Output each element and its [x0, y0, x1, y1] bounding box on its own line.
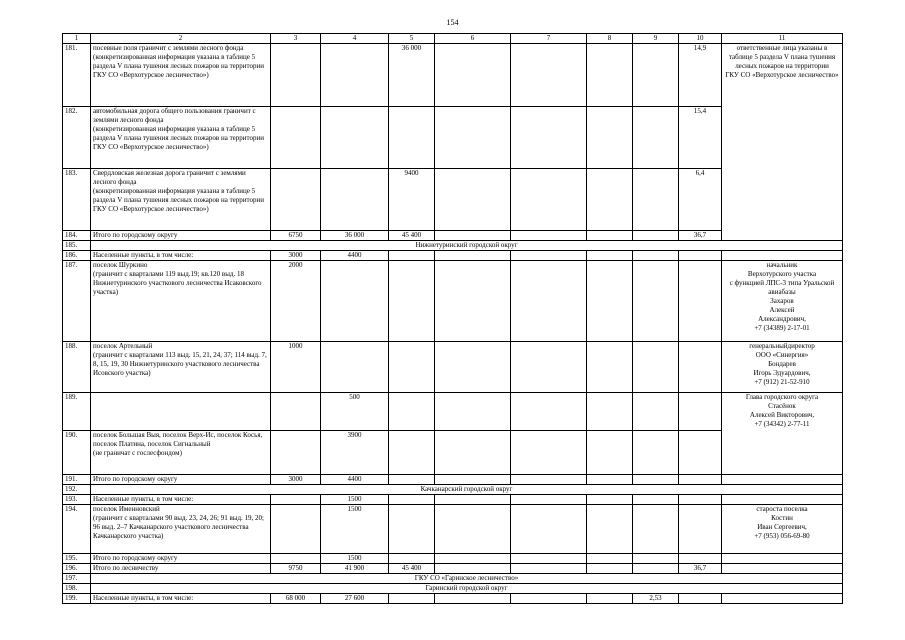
- value-cell: [679, 475, 722, 485]
- value-cell: [633, 554, 679, 564]
- value-cell: [389, 495, 435, 505]
- value-cell: [389, 554, 435, 564]
- value-cell: [271, 505, 321, 554]
- section-row: [63, 485, 843, 495]
- value-cell: 36,7: [679, 564, 722, 574]
- value-cell: [271, 431, 321, 475]
- table-row: [63, 393, 843, 431]
- value-cell: [271, 44, 321, 107]
- value-cell: [511, 495, 587, 505]
- value-cell: [511, 107, 587, 169]
- object-name: поселок Именновский (граничит с кварталами 90 выд. 23, 24, 26; 91 выд. 19, 20; 96 выд. 2–7 Качканарского участкового лесничества Качканарского участка): [91, 505, 271, 554]
- value-cell: 1000: [271, 342, 321, 393]
- value-cell: [435, 107, 511, 169]
- value-cell: 1500: [321, 505, 389, 554]
- row-number: 182.: [63, 107, 91, 169]
- value-cell: [511, 261, 587, 342]
- value-cell: 6750: [271, 231, 321, 241]
- value-cell: [389, 475, 435, 485]
- section-row: [63, 574, 843, 584]
- value-cell: [679, 261, 722, 342]
- value-cell: [511, 44, 587, 107]
- value-cell: [389, 342, 435, 393]
- value-cell: [633, 564, 679, 574]
- value-cell: 68 000: [271, 594, 321, 604]
- value-cell: [511, 431, 587, 475]
- value-cell: 41 900: [321, 564, 389, 574]
- value-cell: 4400: [321, 251, 389, 261]
- value-cell: [321, 107, 389, 169]
- object-name: Населенные пункты, в том числе:: [91, 495, 271, 505]
- column-number: 2: [91, 34, 271, 44]
- row-number: 185.: [63, 241, 91, 251]
- section-title: ГКУ СО «Гаринское лесничество»: [91, 574, 843, 584]
- value-cell: [511, 231, 587, 241]
- responsible-person: староста поселка Костин Иван Сергеевич, +7 (953) 056-69-80: [722, 505, 843, 554]
- section-row: [63, 241, 843, 251]
- table-row: [63, 495, 843, 505]
- responsible-person: [722, 554, 843, 564]
- object-name: Населенные пункты, в том числе:: [91, 251, 271, 261]
- column-number: 1: [63, 34, 91, 44]
- page-number: 154: [446, 18, 459, 27]
- object-name: автомобильная дорога общего пользования граничит с землями лесного фонда (конкретизированная информация указана в таблице 5 раздела V плана тушения лесных пожаров на территории ГКУ СО «Верхотурское лесничество»): [91, 107, 271, 169]
- value-cell: [435, 44, 511, 107]
- object-name: поселок Артельный (граничит с кварталами 113 выд. 15, 21, 24, 37; 114 выд. 7, 8, 15, 19, 30 Нижнетуринского участкового лесничества Исовского участка): [91, 342, 271, 393]
- value-cell: [321, 44, 389, 107]
- value-cell: [435, 505, 511, 554]
- value-cell: [633, 231, 679, 241]
- value-cell: [389, 594, 435, 604]
- value-cell: [633, 475, 679, 485]
- value-cell: 9400: [389, 169, 435, 231]
- row-number: 197.: [63, 574, 91, 584]
- responsible-person: [722, 495, 843, 505]
- responsible-person: [722, 594, 843, 604]
- value-cell: [435, 554, 511, 564]
- value-cell: [435, 231, 511, 241]
- row-number: 192.: [63, 485, 91, 495]
- value-cell: [633, 431, 679, 475]
- row-number: 189.: [63, 393, 91, 431]
- value-cell: 4400: [321, 475, 389, 485]
- row-number: 194.: [63, 505, 91, 554]
- value-cell: 3900: [321, 431, 389, 475]
- value-cell: [587, 495, 633, 505]
- row-number: 191.: [63, 475, 91, 485]
- value-cell: [587, 261, 633, 342]
- value-cell: [435, 495, 511, 505]
- value-cell: 3000: [271, 475, 321, 485]
- value-cell: [435, 251, 511, 261]
- object-name: Итого по лесничеству: [91, 564, 271, 574]
- value-cell: [271, 554, 321, 564]
- responsible-person: Глава городского округа Стасёнок Алексей Викторович, +7 (34342) 2-77-11: [722, 393, 843, 475]
- value-cell: [587, 107, 633, 169]
- section-title: Нижнетуринский городской округ: [91, 241, 843, 251]
- table-row: [63, 475, 843, 485]
- value-cell: [511, 505, 587, 554]
- value-cell: [321, 261, 389, 342]
- table-row: [63, 261, 843, 342]
- row-number: 190.: [63, 431, 91, 475]
- value-cell: [587, 554, 633, 564]
- section-title: Гаринский городской округ: [91, 584, 843, 594]
- value-cell: [587, 594, 633, 604]
- value-cell: [633, 169, 679, 231]
- value-cell: [389, 431, 435, 475]
- value-cell: [435, 431, 511, 475]
- value-cell: [679, 431, 722, 475]
- value-cell: 45 400: [389, 231, 435, 241]
- value-cell: [633, 251, 679, 261]
- value-cell: [321, 342, 389, 393]
- row-number: 198.: [63, 584, 91, 594]
- value-cell: [435, 564, 511, 574]
- responsible-person: ответственные лица указаны в таблице 5 раздела V плана тушения лесных пожаров на территории ГКУ СО «Верхотурское лесничество»: [722, 44, 843, 241]
- value-cell: [587, 251, 633, 261]
- value-cell: 9750: [271, 564, 321, 574]
- value-cell: [633, 107, 679, 169]
- row-number: 184.: [63, 231, 91, 241]
- column-number: 5: [389, 34, 435, 44]
- value-cell: [435, 475, 511, 485]
- value-cell: 3000: [271, 251, 321, 261]
- row-number: 193.: [63, 495, 91, 505]
- value-cell: [633, 505, 679, 554]
- value-cell: [389, 261, 435, 342]
- value-cell: 27 600: [321, 594, 389, 604]
- value-cell: [587, 169, 633, 231]
- value-cell: [587, 475, 633, 485]
- value-cell: [587, 505, 633, 554]
- value-cell: [679, 251, 722, 261]
- value-cell: 6,4: [679, 169, 722, 231]
- object-name: поселок Большая Выя, поселок Верх-Ис, поселок Косья, поселок Платина, поселок Сигнальный (не граничат с гослесфондом): [91, 431, 271, 475]
- value-cell: [271, 169, 321, 231]
- responsible-person: [722, 564, 843, 574]
- row-number: 196.: [63, 564, 91, 574]
- value-cell: 36 000: [389, 44, 435, 107]
- object-name: поселок Шуркино (граничит с кварталами 119 выд.19; кв.120 выд. 18 Нижнетуринского участкового лесничества Исаковского участка): [91, 261, 271, 342]
- responsible-person: начальник Верхотурского участка с функцией ЛПС-3 типа Уральской авиабазы Захаров Алексей Александрович, +7 (34389) 2-17-01: [722, 261, 843, 342]
- table-body: [63, 34, 843, 604]
- value-cell: [633, 495, 679, 505]
- value-cell: 2000: [271, 261, 321, 342]
- value-cell: [633, 261, 679, 342]
- row-number: 188.: [63, 342, 91, 393]
- column-number: 10: [679, 34, 722, 44]
- column-number: 6: [435, 34, 511, 44]
- value-cell: [587, 431, 633, 475]
- row-number: 195.: [63, 554, 91, 564]
- column-number: 9: [633, 34, 679, 44]
- row-number: 199.: [63, 594, 91, 604]
- value-cell: [511, 342, 587, 393]
- value-cell: 1500: [321, 495, 389, 505]
- responsible-person: генеральныйдиректор ООО «Синергия» Бондарев Игорь Эдуардович, +7 (912) 21-52-910: [722, 342, 843, 393]
- value-cell: [587, 44, 633, 107]
- table-row: [63, 44, 843, 107]
- section-row: [63, 584, 843, 594]
- value-cell: 14,9: [679, 44, 722, 107]
- value-cell: [435, 261, 511, 342]
- value-cell: [679, 594, 722, 604]
- value-cell: [389, 107, 435, 169]
- value-cell: 36,7: [679, 231, 722, 241]
- row-number: 181.: [63, 44, 91, 107]
- value-cell: [511, 564, 587, 574]
- column-number: 3: [271, 34, 321, 44]
- section-title: Качканарский городской округ: [91, 485, 843, 495]
- value-cell: 500: [321, 393, 389, 431]
- value-cell: 45 400: [389, 564, 435, 574]
- value-cell: [633, 44, 679, 107]
- value-cell: [511, 475, 587, 485]
- value-cell: [587, 564, 633, 574]
- row-number: 187.: [63, 261, 91, 342]
- value-cell: [679, 554, 722, 564]
- value-cell: [633, 393, 679, 431]
- row-number: 186.: [63, 251, 91, 261]
- value-cell: [271, 107, 321, 169]
- table-row: [63, 564, 843, 574]
- value-cell: [511, 393, 587, 431]
- value-cell: [271, 393, 321, 431]
- object-name: Итого по городскому округу: [91, 475, 271, 485]
- object-name: Свердловская железная дорога граничит с землями лесного фонда (конкретизированная информация указана в таблице 5 раздела V плана тушения лесных пожаров на территории ГКУ СО «Верхотурское лесничество»): [91, 169, 271, 231]
- value-cell: [587, 231, 633, 241]
- value-cell: 1500: [321, 554, 389, 564]
- value-cell: [511, 554, 587, 564]
- value-cell: [679, 393, 722, 431]
- value-cell: [321, 169, 389, 231]
- value-cell: [435, 342, 511, 393]
- value-cell: [435, 393, 511, 431]
- value-cell: 2,53: [633, 594, 679, 604]
- column-number-row: [63, 34, 843, 44]
- table-row: [63, 505, 843, 554]
- value-cell: [271, 495, 321, 505]
- value-cell: [511, 594, 587, 604]
- value-cell: [435, 594, 511, 604]
- value-cell: [435, 169, 511, 231]
- column-number: 11: [722, 34, 843, 44]
- responsible-person: [722, 251, 843, 261]
- fire-plan-table: [62, 33, 843, 604]
- value-cell: [511, 251, 587, 261]
- column-number: 8: [587, 34, 633, 44]
- object-name: Итого по городскому округу: [91, 231, 271, 241]
- object-name: посевные поля граничит с землями лесного фонда (конкретизированная информация указана в таблице 5 раздела V плана тушения лесных пожаров на территории ГКУ СО «Верхотурское лесничество»): [91, 44, 271, 107]
- value-cell: [389, 393, 435, 431]
- value-cell: [389, 251, 435, 261]
- column-number: 4: [321, 34, 389, 44]
- table-row: [63, 594, 843, 604]
- table-row: [63, 342, 843, 393]
- object-name: Итого по городскому округу: [91, 554, 271, 564]
- value-cell: [679, 505, 722, 554]
- value-cell: 15,4: [679, 107, 722, 169]
- object-name: [91, 393, 271, 431]
- table-row: [63, 554, 843, 564]
- value-cell: 36 000: [321, 231, 389, 241]
- value-cell: [389, 505, 435, 554]
- value-cell: [679, 495, 722, 505]
- value-cell: [587, 342, 633, 393]
- row-number: 183.: [63, 169, 91, 231]
- object-name: Населенные пункты, в том числе:: [91, 594, 271, 604]
- responsible-person: [722, 475, 843, 485]
- value-cell: [679, 342, 722, 393]
- column-number: 7: [511, 34, 587, 44]
- value-cell: [587, 393, 633, 431]
- table-row: [63, 251, 843, 261]
- value-cell: [633, 342, 679, 393]
- value-cell: [511, 169, 587, 231]
